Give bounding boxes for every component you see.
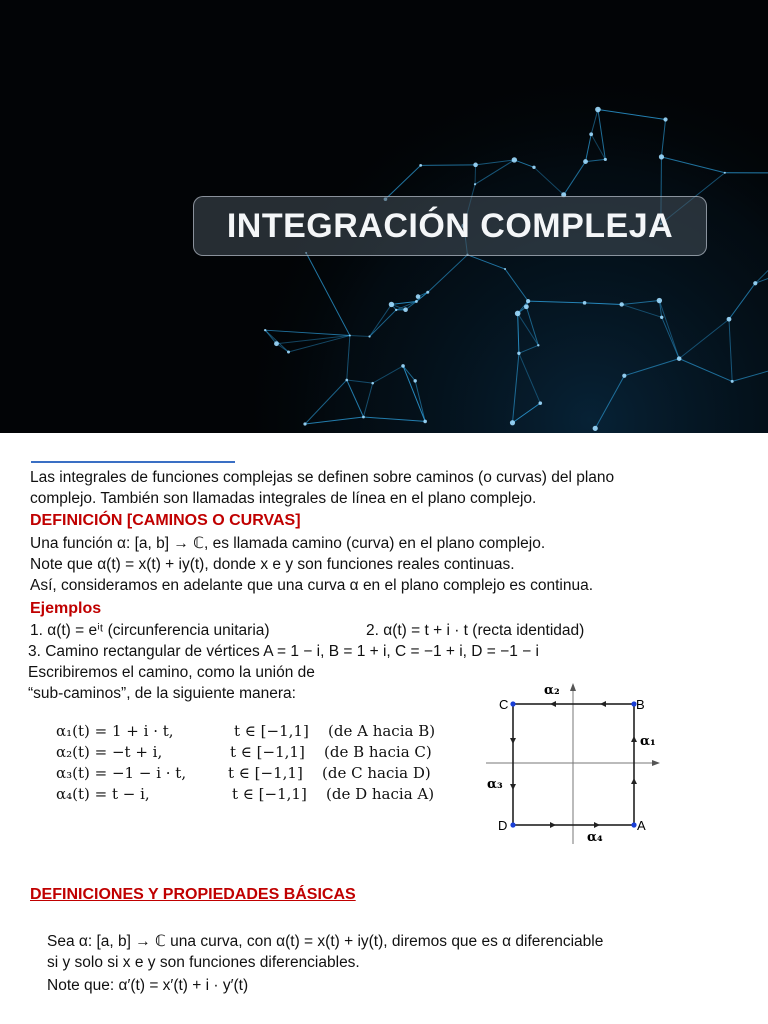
propiedades-line-3: Note que: α′(t) = x′(t) + i · y′(t) [47, 977, 249, 994]
vertex-a [631, 822, 636, 827]
subpath-range-3: t ∈ [−1,1] [228, 764, 303, 782]
rectangular-path-diagram [484, 678, 674, 848]
subpath-desc-3: (de C hacia D) [322, 764, 431, 782]
ejemplo-1: 1. α(t) = eⁱᵗ (circunferencia unitaria) [30, 622, 270, 639]
vertex-b-label: B [636, 697, 645, 712]
definicion-line-3: Así, consideramos en adelante que una curva α en el plano complejo es continua. [30, 577, 594, 594]
arrow-d-to-a [550, 822, 556, 828]
subpath-desc-1: (de A hacia B) [328, 722, 436, 740]
arrow-a-to-b [631, 736, 637, 742]
definicion-heading: DEFINICIÓN [CAMINOS O CURVAS] [30, 512, 301, 529]
subpath-range-4: t ∈ [−1,1] [232, 785, 307, 803]
ejemplo-2: 2. α(t) = t + i · t (recta identidad) [366, 622, 585, 639]
subpath-eq-2: α₂(t) = −t + i, [56, 743, 163, 761]
ejemplo-3: 3. Camino rectangular de vértices A = 1 − i, B = 1 + i, C = −1 + i, D = −1 − i [28, 643, 539, 660]
divider-rule [31, 461, 235, 463]
vertex-c [510, 701, 515, 706]
alpha1-label: α₁ [640, 734, 656, 749]
alpha2-label: α₂ [544, 683, 560, 698]
vertex-d [510, 822, 515, 827]
arrow-b-to-c-2 [550, 701, 556, 707]
arrow-a-to-b-2 [631, 778, 637, 784]
vertex-a-label: A [637, 818, 646, 833]
page-title: INTEGRACIÓN COMPLEJA [226, 206, 674, 245]
arrow-b-to-c [600, 701, 606, 707]
alpha3-label: α₃ [487, 777, 503, 792]
propiedades-heading: DEFINICIONES Y PROPIEDADES BÁSICAS [30, 886, 356, 903]
subpath-eq-3: α₃(t) = −1 − i · t, [56, 764, 187, 782]
ejemplos-heading: Ejemplos [30, 600, 102, 617]
subpath-range-2: t ∈ [−1,1] [230, 743, 305, 761]
definicion-line-1: Una función α: [a, b] → ℂ, es llamada camino (curva) en el plano complejo. [30, 535, 546, 552]
vertex-d-label: D [498, 818, 508, 833]
subpath-eq-1: α₁(t) = 1 + i · t, [56, 722, 174, 740]
imaginary-axis-arrow [570, 683, 576, 691]
definicion-line-2: Note que α(t) = x(t) + iy(t), donde x e y son funciones reales continuas. [30, 556, 515, 573]
subpath-eq-4: α₄(t) = t − i, [56, 785, 150, 803]
intro-line-1: Las integrales de funciones complejas se definen sobre caminos (o curvas) del plano [30, 469, 615, 486]
alpha4-label: α₄ [587, 830, 603, 845]
vertex-c-label: C [499, 697, 509, 712]
ejemplos-line-5: “sub-caminos”, de la siguiente manera: [28, 685, 296, 702]
propiedades-line-2: si y solo si x e y son funciones diferenciables. [47, 954, 360, 971]
header-banner [0, 0, 768, 433]
subpath-desc-2: (de B hacia C) [324, 743, 432, 761]
subpath-desc-4: (de D hacia A) [326, 785, 435, 803]
propiedades-line-1: Sea α: [a, b] → ℂ una curva, con α(t) = x(t) + iy(t), diremos que es α diferenciable [47, 933, 604, 950]
arrow-c-to-d-2 [510, 784, 516, 790]
real-axis-arrow [652, 760, 660, 766]
subpath-range-1: t ∈ [−1,1] [234, 722, 309, 740]
arrow-c-to-d [510, 738, 516, 744]
intro-line-2: complejo. También son llamadas integrales de línea en el plano complejo. [30, 490, 537, 507]
title-box [193, 196, 707, 256]
ejemplos-line-4: Escribiremos el camino, como la unión de [28, 664, 315, 681]
arrow-d-to-a-2 [594, 822, 600, 828]
